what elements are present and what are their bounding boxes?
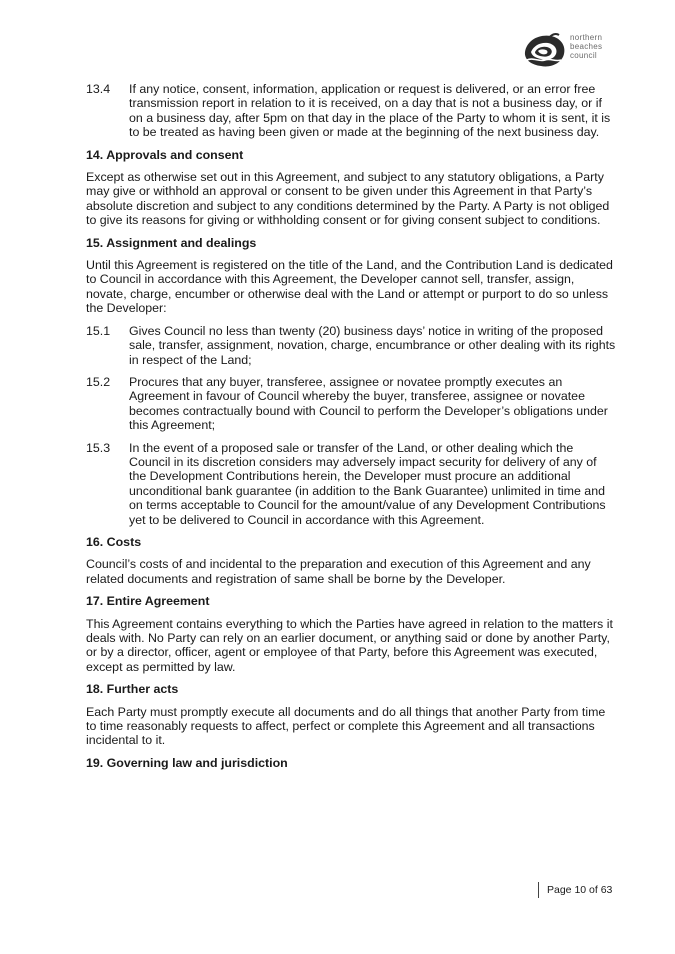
document-body — [86, 82, 616, 778]
clause-number: 15.3 — [86, 440, 111, 455]
section-body-16: Council’s costs of and incidental to the preparation and execution of this Agreement and any related documents and registration of same shall be borne by the Developer. — [86, 557, 591, 586]
section-heading-16: 16. Costs — [86, 534, 142, 549]
clause-15-3 — [86, 441, 616, 527]
section-body-14: Except as otherwise set out in this Agreement, and subject to any statutory obligations, a Party may give or withhold an approval or consent to be given under this Agreement in that Party’s absolute discretion and subject to any conditions determined by the Party. A Party is not obliged to give its reasons for giving or withholding consent or for giving consent subject to conditions. — [86, 170, 610, 228]
logo-line-3: council — [570, 51, 598, 60]
page-number: Page 10 of 63 — [538, 882, 612, 898]
section-body-17: This Agreement contains everything to which the Parties have agreed in relation to the matters it deals with. No Party can rely on an earlier document, or anything said or done by another Party, or by a director, officer, agent or employee of that Party, before this Agreement was executed, except as permitted by law. — [86, 616, 613, 674]
clause-15-2 — [86, 375, 616, 433]
council-logo-icon — [521, 30, 567, 70]
logo-line-2: beaches — [570, 42, 603, 51]
section-body-15: Until this Agreement is registered on the title of the Land, and the Contribution Land is dedicated to Council in accordance with this Agreement, the Developer cannot sell, transfer, assign, novate, charge, encumber or otherwise deal with the Land or attempt or purport to do so unless the Developer: — [86, 258, 613, 316]
clause-number: 15.2 — [86, 374, 111, 389]
clause-15-1 — [86, 324, 616, 367]
clause-number: 13.4 — [86, 82, 111, 96]
section-heading-15: 15. Assignment and dealings — [86, 235, 257, 250]
section-heading-17: 17. Entire Agreement — [86, 594, 210, 609]
clause-text: If any notice, consent, information, application or request is delivered, or an error free transmission report in relation to it is received, on a day that is not a business day, or if on a business day, after 5pm on that day in the place of the Party to whom it is sent, it is to be treated as having been given or made at the beginning of the next business day. — [129, 82, 611, 140]
section-heading-14: 14. Approvals and consent — [86, 147, 244, 162]
clause-text: In the event of a proposed sale or transfer of the Land, or other dealing which the Council in its discretion considers may adversely impact security for delivery of any of the Development Contributions herein, the Developer must procure an additional unconditional bank guarantee (in addition to the Bank Guarantee) unlimited in time and on terms acceptable to Council for the amount/value of any Development Contributions yet to be delivered to Council in accordance with this Agreement. — [129, 440, 606, 527]
section-heading-19: 19. Governing law and jurisdiction — [86, 755, 288, 770]
section-heading-18: 18. Further acts — [86, 682, 179, 697]
logo-line-1: northern — [570, 33, 603, 42]
clause-text: Gives Council no less than twenty (20) business days’ notice in writing of the proposed sale, transfer, assignment, novation, charge, encumbrance or other dealing with its rights in respect of the Land; — [129, 323, 616, 367]
council-logo-wordmark — [570, 33, 602, 60]
clause-text: Procures that any buyer, transferee, assignee or novatee promptly executes an Agreement in favour of Council whereby the buyer, transferee, assignee or novatee becomes contractually bound with Council to perform the Developer’s obligations under this Agreement; — [129, 374, 608, 433]
section-body-18: Each Party must promptly execute all documents and do all things that another Party from time to time reasonably requests to affect, perfect or complete this Agreement and all transactions incidental to it. — [86, 704, 606, 748]
clause-13-4 — [86, 82, 616, 140]
clause-number: 15.1 — [86, 323, 111, 338]
council-logo — [521, 30, 641, 70]
